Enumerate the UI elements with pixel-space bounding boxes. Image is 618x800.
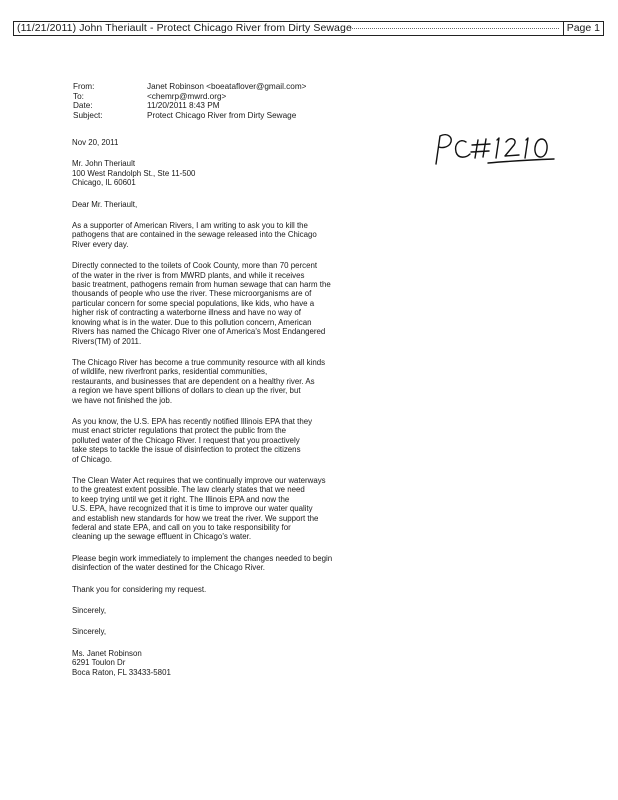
paragraph-line: take steps to tackle the issue of disinfection to protect the citizens	[72, 445, 301, 455]
paragraph-line: River every day.	[72, 239, 129, 249]
header-dotted-fill	[350, 28, 559, 29]
recipient-line: Chicago, IL 60601	[72, 178, 136, 188]
paragraph	[72, 585, 372, 594]
paragraph-line: pathogens that are contained in the sewage released into the Chicago	[72, 230, 317, 240]
email-metadata	[73, 82, 306, 120]
meta-to-row	[73, 92, 306, 102]
paragraph-line: must enact stricter regulations that protect the public from the	[72, 426, 287, 436]
from-value: Janet Robinson <boeataflover@gmail.com>	[147, 82, 307, 91]
meta-subject-row	[73, 111, 306, 121]
recipient-line: 100 West Randolph St., Ste 11-500	[72, 168, 196, 178]
paragraph-line: Rivers has named the Chicago River one of America's Most Endangered	[72, 327, 326, 337]
paragraph	[72, 221, 372, 249]
subject-value: Protect Chicago River from Dirty Sewage	[147, 110, 297, 120]
header-page-number: Page 1	[563, 22, 600, 35]
paragraph-line: U.S. EPA, have recognized that it is time to improve our water quality	[72, 504, 313, 514]
paragraph-line: particular concern for some special populations, like kids, who have a	[72, 298, 315, 308]
closing: Sincerely,	[72, 627, 107, 637]
meta-date-row	[73, 101, 306, 111]
paragraph-line: and establish new standards for how we treat the river. We support the	[72, 513, 319, 523]
paragraph-line: of Chicago.	[72, 454, 112, 464]
paragraph-line: The Chicago River has become a true community resource with all kinds	[72, 357, 326, 367]
to-value: <chemrp@mwrd.org>	[147, 91, 227, 101]
paragraph	[72, 476, 372, 542]
signature-line: Boca Raton, FL 33433-5801	[72, 667, 171, 677]
recipient-block	[72, 159, 372, 187]
paragraph-line: to the greatest extent possible. The law clearly states that we need	[72, 485, 305, 495]
subject-label: Subject:	[73, 110, 103, 120]
to-label: To:	[73, 91, 84, 101]
paragraph	[72, 554, 372, 573]
signature-line: 6291 Toulon Dr	[72, 658, 126, 668]
paragraph-line: Thank you for considering my request.	[72, 584, 207, 594]
paragraph	[72, 417, 372, 464]
paragraph	[72, 358, 372, 405]
paragraph-line: Please begin work immediately to implement the changes needed to begin	[72, 553, 333, 563]
letter-body	[72, 138, 372, 677]
paragraph-line: basic treatment, pathogens remain from human sewage that can harm the	[72, 280, 331, 290]
paragraph-line: restaurants, and businesses that are dependent on a healthy river. As	[72, 376, 315, 386]
paragraph-line: we have not finished the job.	[72, 395, 173, 405]
paragraph-line: polluted water of the Chicago River. I request that you proactively	[72, 435, 300, 445]
paragraph-line: knowing what is in the water. Due to this pollution concern, American	[72, 317, 312, 327]
paragraph	[72, 261, 372, 346]
handwritten-annotation	[430, 130, 560, 166]
closing: Sincerely,	[72, 606, 107, 616]
letter-date: Nov 20, 2011	[72, 138, 119, 147]
paragraph-line: disinfection of the water destined for the Chicago River.	[72, 563, 265, 573]
paragraph-line: federal and state EPA, and call on you to take responsibility for	[72, 523, 291, 532]
recipient-line: Mr. John Theriault	[72, 159, 136, 169]
paragraph-line: to keep trying until we get it right. The Illinois EPA and now the	[72, 494, 290, 504]
paragraph-line: As you know, the U.S. EPA has recently notified Illinois EPA that they	[72, 416, 313, 426]
date-label: Date:	[73, 101, 93, 111]
paragraph-line: cleaning up the sewage effluent in Chicago's water.	[72, 532, 252, 542]
salutation: Dear Mr. Theriault,	[72, 199, 138, 209]
paragraph-line: Directly connected to the toilets of Cook County, more than 70 percent	[72, 261, 318, 271]
paragraph-line: higher risk of contracting a waterborne illness and have no way of	[72, 308, 301, 318]
signature-block	[72, 649, 372, 677]
paragraph-line: The Clean Water Act requires that we continually improve our waterways	[72, 475, 326, 485]
paragraph-line: thousands of people who use the river. These microorganisms are of	[72, 289, 312, 299]
paragraph-line: Rivers(TM) of 2011.	[72, 336, 142, 346]
paragraph-line: of wildlife, new riverfront parks, residential communities,	[72, 367, 268, 377]
header-title: (11/21/2011) John Theriault - Protect Chicago River from Dirty Sewage	[17, 22, 352, 34]
signature-line: Ms. Janet Robinson	[72, 648, 142, 658]
paragraph-line: of the water in the river is from MWRD plants, and while it receives	[72, 270, 305, 280]
meta-from-row	[73, 82, 306, 92]
from-label: From:	[73, 82, 95, 91]
print-header	[13, 21, 604, 36]
paragraph-line: a region we have spent billions of dollars to clean up the river, but	[72, 386, 301, 396]
date-value: 11/20/2011 8:43 PM	[147, 101, 220, 111]
paragraph-line: As a supporter of American Rivers, I am writing to ask you to kill the	[72, 221, 308, 231]
